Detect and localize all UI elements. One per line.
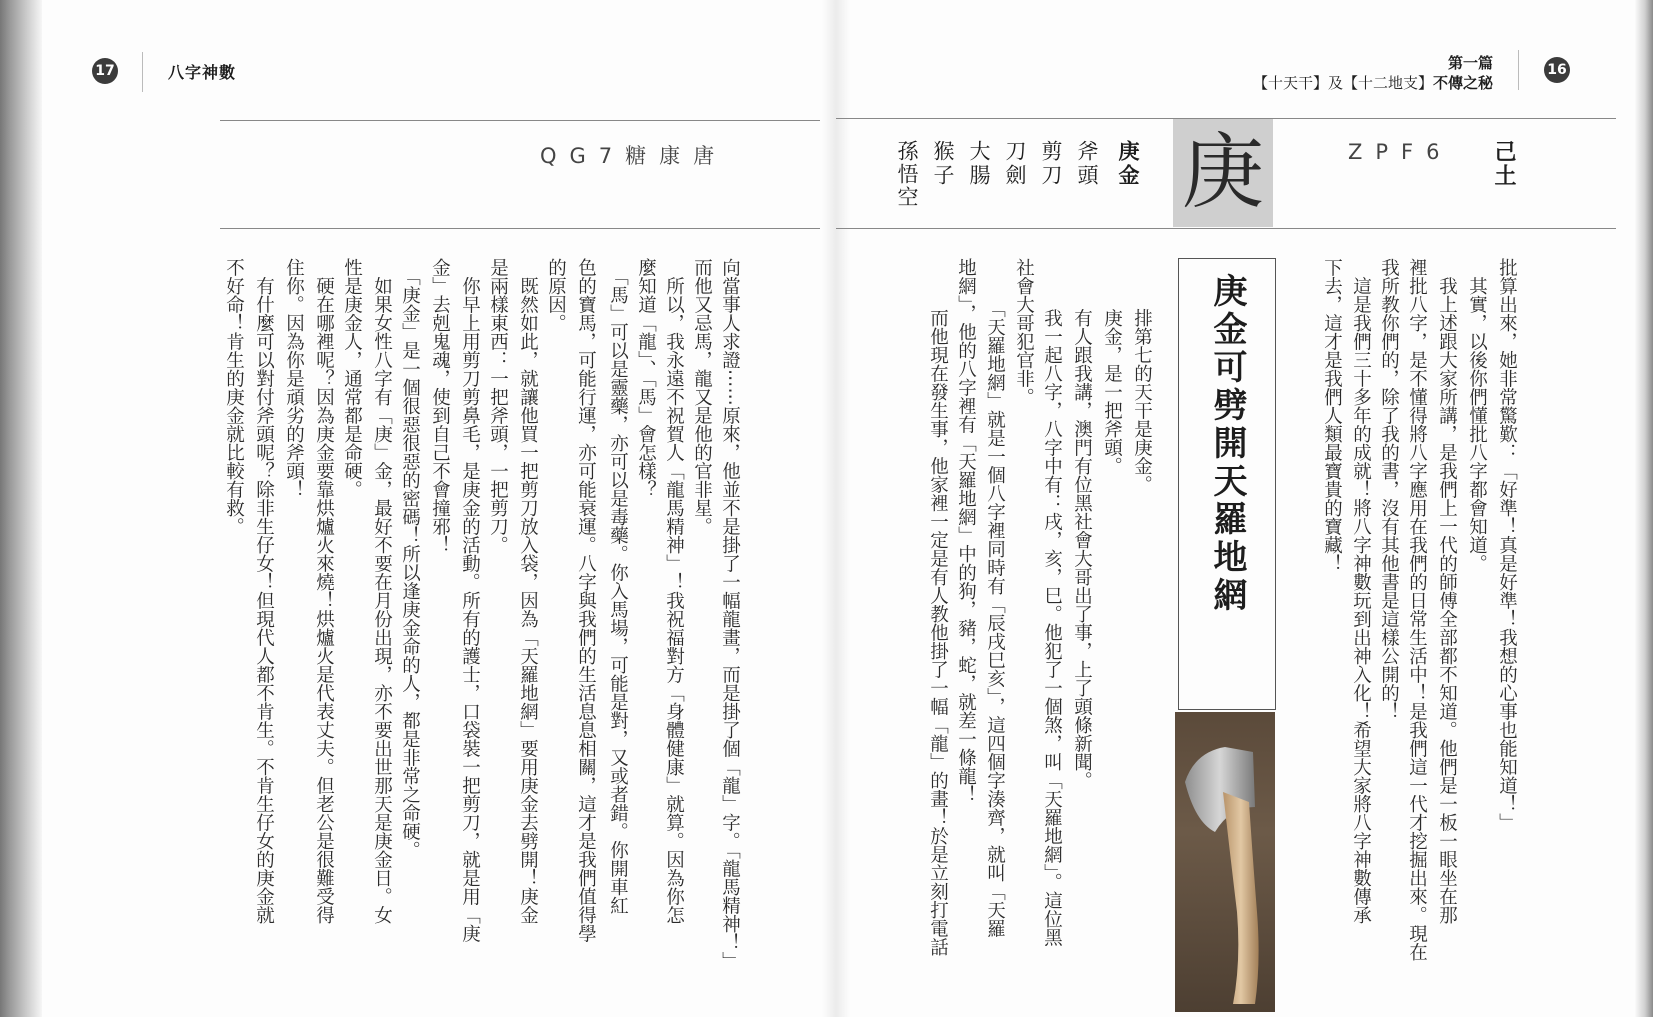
left-page-edge	[0, 0, 42, 1017]
header-divider-left	[142, 52, 143, 92]
subtitle-part-1: 【十天干】及【十二地支】	[1252, 74, 1433, 92]
text-column: 住你。因為你是頑劣的斧頭！	[283, 258, 305, 499]
text-column: 社會大哥犯官非。	[1013, 258, 1035, 406]
bottom-rule-right	[836, 228, 1616, 229]
section-heading-box	[1178, 258, 1276, 710]
text-column: 我一起八字，八字中有：戌，亥，巳。他犯了一個煞，叫「天羅地網」。這位黑	[1041, 290, 1063, 947]
subtitle-part-2: 不傳之秘	[1432, 74, 1493, 92]
book-title: 八字神數	[168, 63, 237, 82]
text-column: 「庚金」是一個很惡很惡的密碼！所以逢庚金命的人，都是非常之命硬。	[399, 258, 421, 860]
text-column: 下去，這才是我們人類最寶貴的寶藏！	[1321, 258, 1343, 573]
keyword-sword: 刀劍	[1003, 140, 1027, 188]
chapter-title: 第一篇	[1447, 54, 1493, 72]
text-column: 批算出來，她非常驚歎：「好準！真是好準！我想的心事也能知道！」	[1496, 258, 1518, 832]
text-column: 我所教你們的，除了我的書，沒有其他書是這樣公開的！	[1378, 258, 1400, 721]
text-column: 的原因。	[545, 258, 567, 332]
text-column: 如果女性八字有「庚」金，最好不要在月份出現，亦不要出世那天是庚金日。女	[371, 258, 393, 924]
top-rule-left	[220, 120, 820, 121]
text-column: 我上述跟大家所講，是我們上一代的師傅全部都不知道。他們是一板一眼坐在那	[1436, 258, 1458, 924]
text-column: 既然如此，就讓他買一把剪刀放入袋，因為「天羅地網」要用庚金去劈開！庚金	[517, 258, 539, 924]
element-big-char: 庚	[1181, 125, 1264, 220]
text-column: 金」去剋鬼魂，使到自己不會撞邪！	[429, 258, 451, 554]
text-column: 向當事人求證⋯⋯原來，他並不是掛了一幅龍畫，而是掛了個「龍」字。「龍馬精神！」	[719, 258, 741, 971]
text-column: 其實，以後你們懂批八字都會知道。	[1466, 258, 1488, 573]
bottom-rule-left	[220, 228, 820, 229]
element-label: 庚金	[1116, 140, 1141, 188]
left-page-number: 17	[92, 58, 118, 84]
text-column: 不好命！肯生的庚金就比較有救。	[223, 258, 245, 536]
right-page-edge	[1635, 0, 1653, 1017]
element-char-box	[1173, 119, 1273, 227]
text-column: 性是庚金人，通常都是命硬。	[341, 258, 363, 499]
text-column: 有什麼可以對付斧頭呢？除非生仔女！但現代人都不肯生。不肯生仔女的庚金就	[253, 258, 275, 924]
book-gutter	[822, 0, 850, 1017]
keyword-large-intestine: 大腸	[967, 140, 991, 188]
text-column: 有人跟我講，澳門有位黑社會大哥出了事，上了頭條新聞。	[1071, 290, 1093, 790]
right-page-number: 16	[1544, 57, 1570, 83]
section-heading: 庚金可劈開天羅地網	[1207, 273, 1247, 615]
prev-element-codes: ZPF6	[1348, 140, 1453, 164]
text-column: 而他現在發生事，他家裡一定是有人教他掛了一幅「龍」的畫！於是立刻打電話	[927, 290, 949, 956]
text-column: 麼知道「龍」、「馬」會怎樣？	[635, 258, 657, 499]
header-divider-right	[1518, 50, 1519, 90]
text-column: 「馬」可以是靈藥，亦可以是毒藥。你入馬場，可能是對，又或者錯。你開車紅	[607, 258, 629, 915]
prev-element-label: 己土	[1491, 140, 1517, 188]
keyword-monkey: 猴子	[931, 140, 955, 188]
text-column: 裡批八字，是不懂得將八字應用在我們的日常生活中！是我們這一代才挖掘出來。現在	[1406, 258, 1428, 961]
text-column: 而他又忌馬，龍又是他的官非星。	[691, 258, 713, 536]
text-column: 地網」，他的八字裡有「天羅地網」中的狗，豬，蛇，就差一條龍！	[955, 258, 977, 804]
chapter-subtitle	[1253, 72, 1493, 93]
keyword-scissors: 剪刀	[1039, 140, 1063, 188]
text-column: 排第七的天干是庚金。	[1131, 290, 1153, 494]
text-column: 色的寶馬，可能行運，亦可能衰運。八字與我們的生活息息相關，這才是我們值得學	[575, 258, 597, 943]
text-column: 所以，我永遠不祝賀人「龍馬精神」！我祝福對方「身體健康」就算。因為你怎	[663, 258, 685, 924]
text-column: 硬在哪裡呢？因為庚金要靠烘爐火來燒！烘爐火是代表丈夫。但老公是很難受得	[313, 258, 335, 924]
keyword-axe: 斧頭	[1075, 140, 1099, 188]
text-column: 是兩樣東西：一把斧頭，一把剪刀。	[487, 258, 509, 554]
axe-photo	[1175, 712, 1275, 1012]
keyword-sun-wukong: 孫悟空	[895, 140, 919, 209]
left-codes: QG7糖康唐	[540, 144, 728, 168]
text-column: 你早上用剪刀剪鼻毛，是庚金的活動。所有的護士，口袋裝一把剪刀，就是用「庚	[459, 258, 481, 943]
text-column: 庚金，是一把斧頭。	[1101, 290, 1123, 475]
text-column: 「天羅地網」就是一個八字裡同時有「辰戌巳亥」，這四個字湊齊，就叫「天羅	[984, 290, 1006, 938]
text-column: 這是我們三十多年的成就！將八字神數玩到出神入化！希望大家將八字神數傳承	[1350, 258, 1372, 924]
axe-illustration	[1175, 712, 1275, 1012]
